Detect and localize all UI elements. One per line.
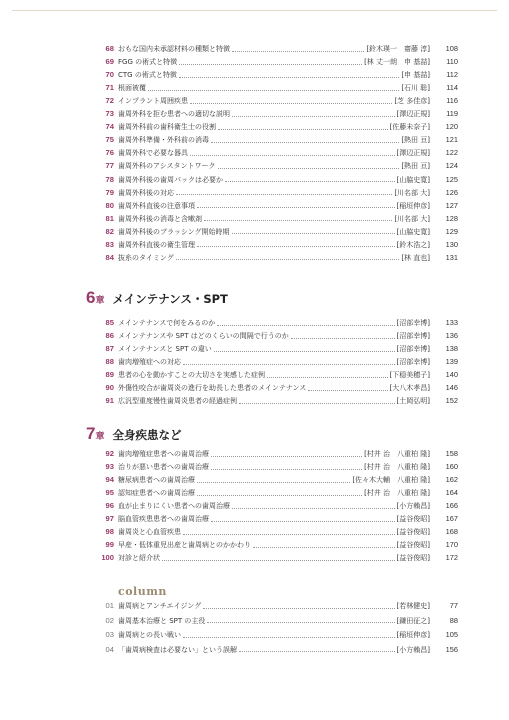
entry-title: おもな国内未承認材料の種類と特徴 xyxy=(118,45,230,53)
leader-dots xyxy=(211,142,399,143)
entry-author: [村井 治 八重柏 隆] xyxy=(364,489,430,498)
entry-title: 根面被覆 xyxy=(118,84,146,93)
entry-page-number: 126 xyxy=(445,187,458,197)
entry-page-number: 162 xyxy=(445,475,458,485)
entry-number: 77 xyxy=(105,161,114,171)
toc-entry[interactable] xyxy=(105,643,458,657)
entry-page-number: 112 xyxy=(446,70,458,80)
entry-author: [山脇史寛] xyxy=(396,227,430,236)
entry-title: 歯周外科後のブラッシング開始時期 xyxy=(118,227,230,236)
entry-title: 早産・低体重児出産と歯周病とのかかわり xyxy=(118,541,251,550)
leader-dots xyxy=(176,259,400,260)
entry-author: [小方賴昌] xyxy=(396,645,430,654)
entry-author: [小方賴昌] xyxy=(396,502,430,511)
entry-number: 83 xyxy=(105,239,114,249)
toc-entry[interactable] xyxy=(105,159,458,173)
entry-number: 70 xyxy=(105,70,114,80)
leader-dots xyxy=(218,168,400,169)
entry-author: [沼部幸博] xyxy=(396,319,430,327)
column-heading: column xyxy=(118,585,167,598)
entry-title: 血が止まりにくい患者への歯周治療 xyxy=(118,502,230,511)
leader-dots xyxy=(183,637,395,638)
leader-dots xyxy=(183,364,395,365)
entry-number: 90 xyxy=(105,383,114,393)
entry-title: 対診と紹介状 xyxy=(118,554,160,563)
entry-page-number: 131 xyxy=(445,252,458,262)
toc-entry[interactable] xyxy=(105,599,458,613)
leader-dots xyxy=(197,482,350,483)
leader-dots xyxy=(232,51,364,52)
entry-number: 86 xyxy=(105,331,114,341)
entry-page-number: 124 xyxy=(445,161,458,171)
toc-entry[interactable] xyxy=(105,473,458,487)
entry-title: 歯周外科直後の衛生管理 xyxy=(118,240,195,249)
entry-page-number: 125 xyxy=(445,174,458,184)
leader-dots xyxy=(197,495,362,496)
entry-author: [川名部 大] xyxy=(394,188,430,197)
entry-title: CTG の術式と特徴 xyxy=(118,71,177,80)
toc-entry[interactable] xyxy=(105,199,458,213)
chapter-title: メインテナンス・SPT xyxy=(112,292,228,306)
entry-page-number: 152 xyxy=(445,396,458,406)
toc-entry[interactable] xyxy=(105,55,458,69)
chapter-label: 章 xyxy=(95,296,105,306)
chapter-number: 6 xyxy=(86,288,96,307)
entry-author: [大八木孝昌] xyxy=(389,384,430,393)
toc-entry[interactable] xyxy=(105,225,458,239)
entry-author: [下穏美穂子] xyxy=(389,371,430,380)
entry-number: 87 xyxy=(105,344,114,354)
entry-number: 72 xyxy=(105,96,114,106)
entry-number: 78 xyxy=(105,174,114,184)
entry-author: [芝 多佳彦] xyxy=(394,97,430,106)
toc-entry[interactable] xyxy=(105,394,458,408)
entry-page-number: 110 xyxy=(446,57,458,67)
entry-page-number: 139 xyxy=(445,357,458,367)
chapter-heading xyxy=(86,424,181,448)
entry-title: FGG の術式と特徴 xyxy=(118,58,178,67)
chapter-title: 全身疾患など xyxy=(112,428,182,442)
leader-dots xyxy=(211,469,362,470)
entry-number: 92 xyxy=(105,449,114,458)
entry-page-number: 119 xyxy=(446,109,458,119)
toc-entry[interactable] xyxy=(105,628,458,642)
entry-page-number: 164 xyxy=(445,488,458,498)
toc-entry[interactable] xyxy=(105,107,458,121)
entry-title: メインテナンスと SPT の違い xyxy=(118,345,212,354)
entry-page-number: 158 xyxy=(445,449,458,458)
leader-dots xyxy=(211,456,362,457)
toc-entry[interactable] xyxy=(105,329,458,343)
entry-title: 歯周外科準備・外科前の消毒 xyxy=(118,136,209,145)
leader-dots xyxy=(190,103,392,104)
entry-title: 歯周基本治療と SPT の主役 xyxy=(118,616,206,625)
entry-author: [土岡弘明] xyxy=(396,397,430,406)
entry-number: 75 xyxy=(105,135,114,145)
entry-number: 93 xyxy=(105,462,114,472)
entry-page-number: 130 xyxy=(445,239,458,249)
leader-dots xyxy=(239,651,395,652)
entry-page-number: 166 xyxy=(445,501,458,511)
leader-dots xyxy=(207,622,394,623)
entry-author: [林 丈一朗 申 基喆] xyxy=(364,58,430,67)
entry-title: 歯肉増殖症患者への歯周治療 xyxy=(118,450,209,458)
entry-number: 85 xyxy=(105,318,114,327)
leader-dots xyxy=(211,521,395,522)
entry-page-number: 167 xyxy=(445,514,458,524)
leader-dots xyxy=(267,377,388,378)
leader-dots xyxy=(291,338,395,339)
toc-entry[interactable] xyxy=(105,42,458,56)
leader-dots xyxy=(203,608,394,609)
entry-number: 91 xyxy=(105,396,114,406)
entry-number: 88 xyxy=(105,357,114,367)
entry-title: 歯周炎と心血管疾患 xyxy=(118,528,181,537)
entry-title: 脳血管疾患患者への歯周治療 xyxy=(118,515,209,524)
entry-page-number: 156 xyxy=(445,644,458,654)
entry-page-number: 116 xyxy=(446,96,458,106)
entry-author: [村井 治 八重柏 隆] xyxy=(364,450,430,458)
entry-number: 01 xyxy=(105,601,114,610)
leader-dots xyxy=(217,325,394,326)
toc-entry[interactable] xyxy=(105,186,458,200)
entry-title: 歯周外科直後の注意事項 xyxy=(118,201,195,210)
entry-author: [若林健史] xyxy=(396,602,430,610)
entry-author: [佐々木大輔 八重柏 隆] xyxy=(352,476,430,485)
leader-dots xyxy=(232,116,395,117)
entry-number: 97 xyxy=(105,514,114,524)
entry-author: [林 直也] xyxy=(401,253,430,262)
toc-entry[interactable] xyxy=(105,251,458,265)
entry-author: [沼部幸博] xyxy=(396,345,430,354)
entry-title: 歯周病との長い戦い xyxy=(118,631,181,640)
entry-author: [川名部 大] xyxy=(394,214,430,223)
entry-page-number: 88 xyxy=(449,615,458,625)
toc-entry[interactable] xyxy=(105,447,458,461)
leader-dots xyxy=(176,194,392,195)
entry-author: [山脇史寛] xyxy=(396,175,430,184)
entry-page-number: 120 xyxy=(445,122,458,132)
entry-title: 広汎型重度慢性歯周炎患者の経過症例 xyxy=(118,397,237,406)
entry-author: [石川 聡] xyxy=(401,84,430,93)
entry-author: [鈴木瑛一 齋藤 淳] xyxy=(366,45,430,53)
entry-page-number: 170 xyxy=(445,540,458,550)
entry-page-number: 133 xyxy=(445,318,458,327)
toc-entry[interactable] xyxy=(105,173,458,187)
entry-page-number: 146 xyxy=(445,383,458,393)
entry-number: 81 xyxy=(105,213,114,223)
entry-number: 99 xyxy=(105,540,114,550)
leader-dots xyxy=(179,64,362,65)
entry-title: 歯周外科を拒む患者への適切な説明 xyxy=(118,110,230,119)
entry-page-number: 128 xyxy=(445,213,458,223)
entry-author: [益谷俊昭] xyxy=(396,541,430,550)
leader-dots xyxy=(218,129,388,130)
entry-page-number: 108 xyxy=(445,44,458,53)
entry-page-number: 121 xyxy=(445,135,458,145)
entry-author: [稲垣伸彦] xyxy=(396,201,430,210)
chapter-label: 章 xyxy=(95,432,105,442)
entry-number: 02 xyxy=(105,615,114,625)
toc-entry[interactable] xyxy=(105,94,458,108)
entry-number: 98 xyxy=(105,527,114,537)
entry-author: [澤辺正規] xyxy=(396,149,430,158)
entry-number: 71 xyxy=(105,83,114,93)
toc-entry[interactable] xyxy=(105,355,458,369)
leader-dots xyxy=(197,207,395,208)
leader-dots xyxy=(162,560,395,561)
toc-entry[interactable] xyxy=(105,146,458,160)
entry-title: 歯肉増殖症への対応 xyxy=(118,358,181,367)
entry-title: 歯周外科前の歯科衛生士の役割 xyxy=(118,123,216,132)
leader-dots xyxy=(253,547,395,548)
toc-entry[interactable] xyxy=(105,81,458,95)
entry-author: [村井 治 八重柏 隆] xyxy=(364,463,430,472)
entry-number: 68 xyxy=(105,44,114,53)
entry-page-number: 140 xyxy=(445,370,458,380)
leader-dots xyxy=(214,351,395,352)
toc-entry[interactable] xyxy=(105,499,458,513)
leader-dots xyxy=(190,155,395,156)
leader-dots xyxy=(183,534,395,535)
entry-number: 80 xyxy=(105,200,114,210)
toc-entry[interactable] xyxy=(105,120,458,134)
entry-author: [益谷俊昭] xyxy=(396,515,430,524)
entry-number: 96 xyxy=(105,501,114,511)
entry-page-number: 160 xyxy=(445,462,458,472)
entry-number: 76 xyxy=(105,148,114,158)
entry-number: 95 xyxy=(105,488,114,498)
entry-author: [沼部幸博] xyxy=(396,358,430,367)
toc-entry[interactable] xyxy=(105,486,458,500)
entry-author: [稲垣伸彦] xyxy=(396,631,430,640)
entry-number: 04 xyxy=(105,644,114,654)
entry-page-number: 129 xyxy=(445,226,458,236)
entry-number: 84 xyxy=(105,252,114,262)
entry-author: [澤辺正規] xyxy=(396,110,430,119)
toc-entry[interactable] xyxy=(105,614,458,628)
entry-number: 73 xyxy=(105,109,114,119)
entry-author: [熱田 亘] xyxy=(401,136,430,145)
toc-entry[interactable] xyxy=(105,460,458,474)
chapter-number: 7 xyxy=(86,424,96,443)
entry-number: 74 xyxy=(105,122,114,132)
leader-dots xyxy=(225,181,395,182)
entry-author: [鎌田征之] xyxy=(396,616,430,625)
entry-number: 94 xyxy=(105,475,114,485)
entry-page-number: 122 xyxy=(445,148,458,158)
entry-author: [申 基喆] xyxy=(401,71,430,80)
entry-title: 歯周病とアンチエイジング xyxy=(118,602,202,610)
entry-author: [益谷俊昭] xyxy=(396,528,430,537)
toc-entry[interactable] xyxy=(105,381,458,395)
toc-entry[interactable] xyxy=(105,316,458,330)
entry-title: 歯周外科のアシスタントワーク xyxy=(118,162,216,171)
entry-author: [益谷俊昭] xyxy=(396,554,430,563)
leader-dots xyxy=(148,90,399,91)
leader-dots xyxy=(308,390,387,391)
toc-entry[interactable] xyxy=(105,368,458,382)
toc-entry[interactable] xyxy=(105,525,458,539)
entry-page-number: 172 xyxy=(445,553,458,563)
entry-author: [沼部幸博] xyxy=(396,332,430,341)
entry-title: 歯周外科後の消毒と含嗽剤 xyxy=(118,214,202,223)
entry-page-number: 136 xyxy=(445,331,458,341)
entry-number: 03 xyxy=(105,630,114,640)
toc-entry[interactable] xyxy=(105,538,458,552)
entry-title: メインテナンスや SPT はどのくらいの間隔で行うのか xyxy=(118,332,289,341)
leader-dots xyxy=(179,77,399,78)
entry-page-number: 127 xyxy=(445,200,458,210)
chapter-heading xyxy=(86,288,228,312)
entry-page-number: 168 xyxy=(445,527,458,537)
toc-entry[interactable] xyxy=(105,212,458,226)
entry-author: [熱田 亘] xyxy=(401,162,430,171)
entry-title: 歯周外科後の歯周パックは必要か xyxy=(118,175,223,184)
entry-title: 歯周外科後の対応 xyxy=(118,188,174,197)
leader-dots xyxy=(239,403,395,404)
toc-entry[interactable] xyxy=(105,342,458,356)
entry-page-number: 105 xyxy=(445,630,458,640)
toc-entry[interactable] xyxy=(105,512,458,526)
entry-page-number: 77 xyxy=(449,601,458,610)
leader-dots xyxy=(204,220,392,221)
leader-dots xyxy=(232,508,395,509)
toc-entry[interactable] xyxy=(101,551,458,565)
entry-title: 認知症患者への歯周治療 xyxy=(118,489,195,498)
entry-author: [佐藤未奈子] xyxy=(389,123,430,132)
entry-title: 歯周外科で必要な器具 xyxy=(118,149,188,158)
entry-title: 患者の心を動かすことの大切さを実感した症例 xyxy=(118,371,265,380)
entry-author: [鈴木浩之] xyxy=(396,240,430,249)
entry-number: 79 xyxy=(105,187,114,197)
entry-number: 82 xyxy=(105,226,114,236)
entry-title: 抜糸のタイミング xyxy=(118,253,174,262)
toc-entry[interactable] xyxy=(105,133,458,147)
leader-dots xyxy=(197,246,395,247)
entry-title: 糖尿病患者への歯周治療 xyxy=(118,476,195,485)
toc-entry[interactable] xyxy=(105,238,458,252)
entry-number: 69 xyxy=(105,57,114,67)
entry-title: 外傷性咬合が歯周炎の進行を助長した患者のメインテナンス xyxy=(118,384,307,393)
entry-title: 「歯周病検査は必要ない」という誤解 xyxy=(118,645,237,654)
entry-title: インプラント周囲疾患 xyxy=(118,97,188,106)
entry-title: メインテナンスで何をみるのか xyxy=(118,319,216,327)
entry-number: 100 xyxy=(101,553,114,563)
toc-entry[interactable] xyxy=(105,68,458,82)
entry-page-number: 114 xyxy=(446,83,458,93)
entry-title: 治りが悪い患者への歯周治療 xyxy=(118,463,209,472)
entry-number: 89 xyxy=(105,370,114,380)
leader-dots xyxy=(232,233,395,234)
entry-page-number: 138 xyxy=(445,344,458,354)
